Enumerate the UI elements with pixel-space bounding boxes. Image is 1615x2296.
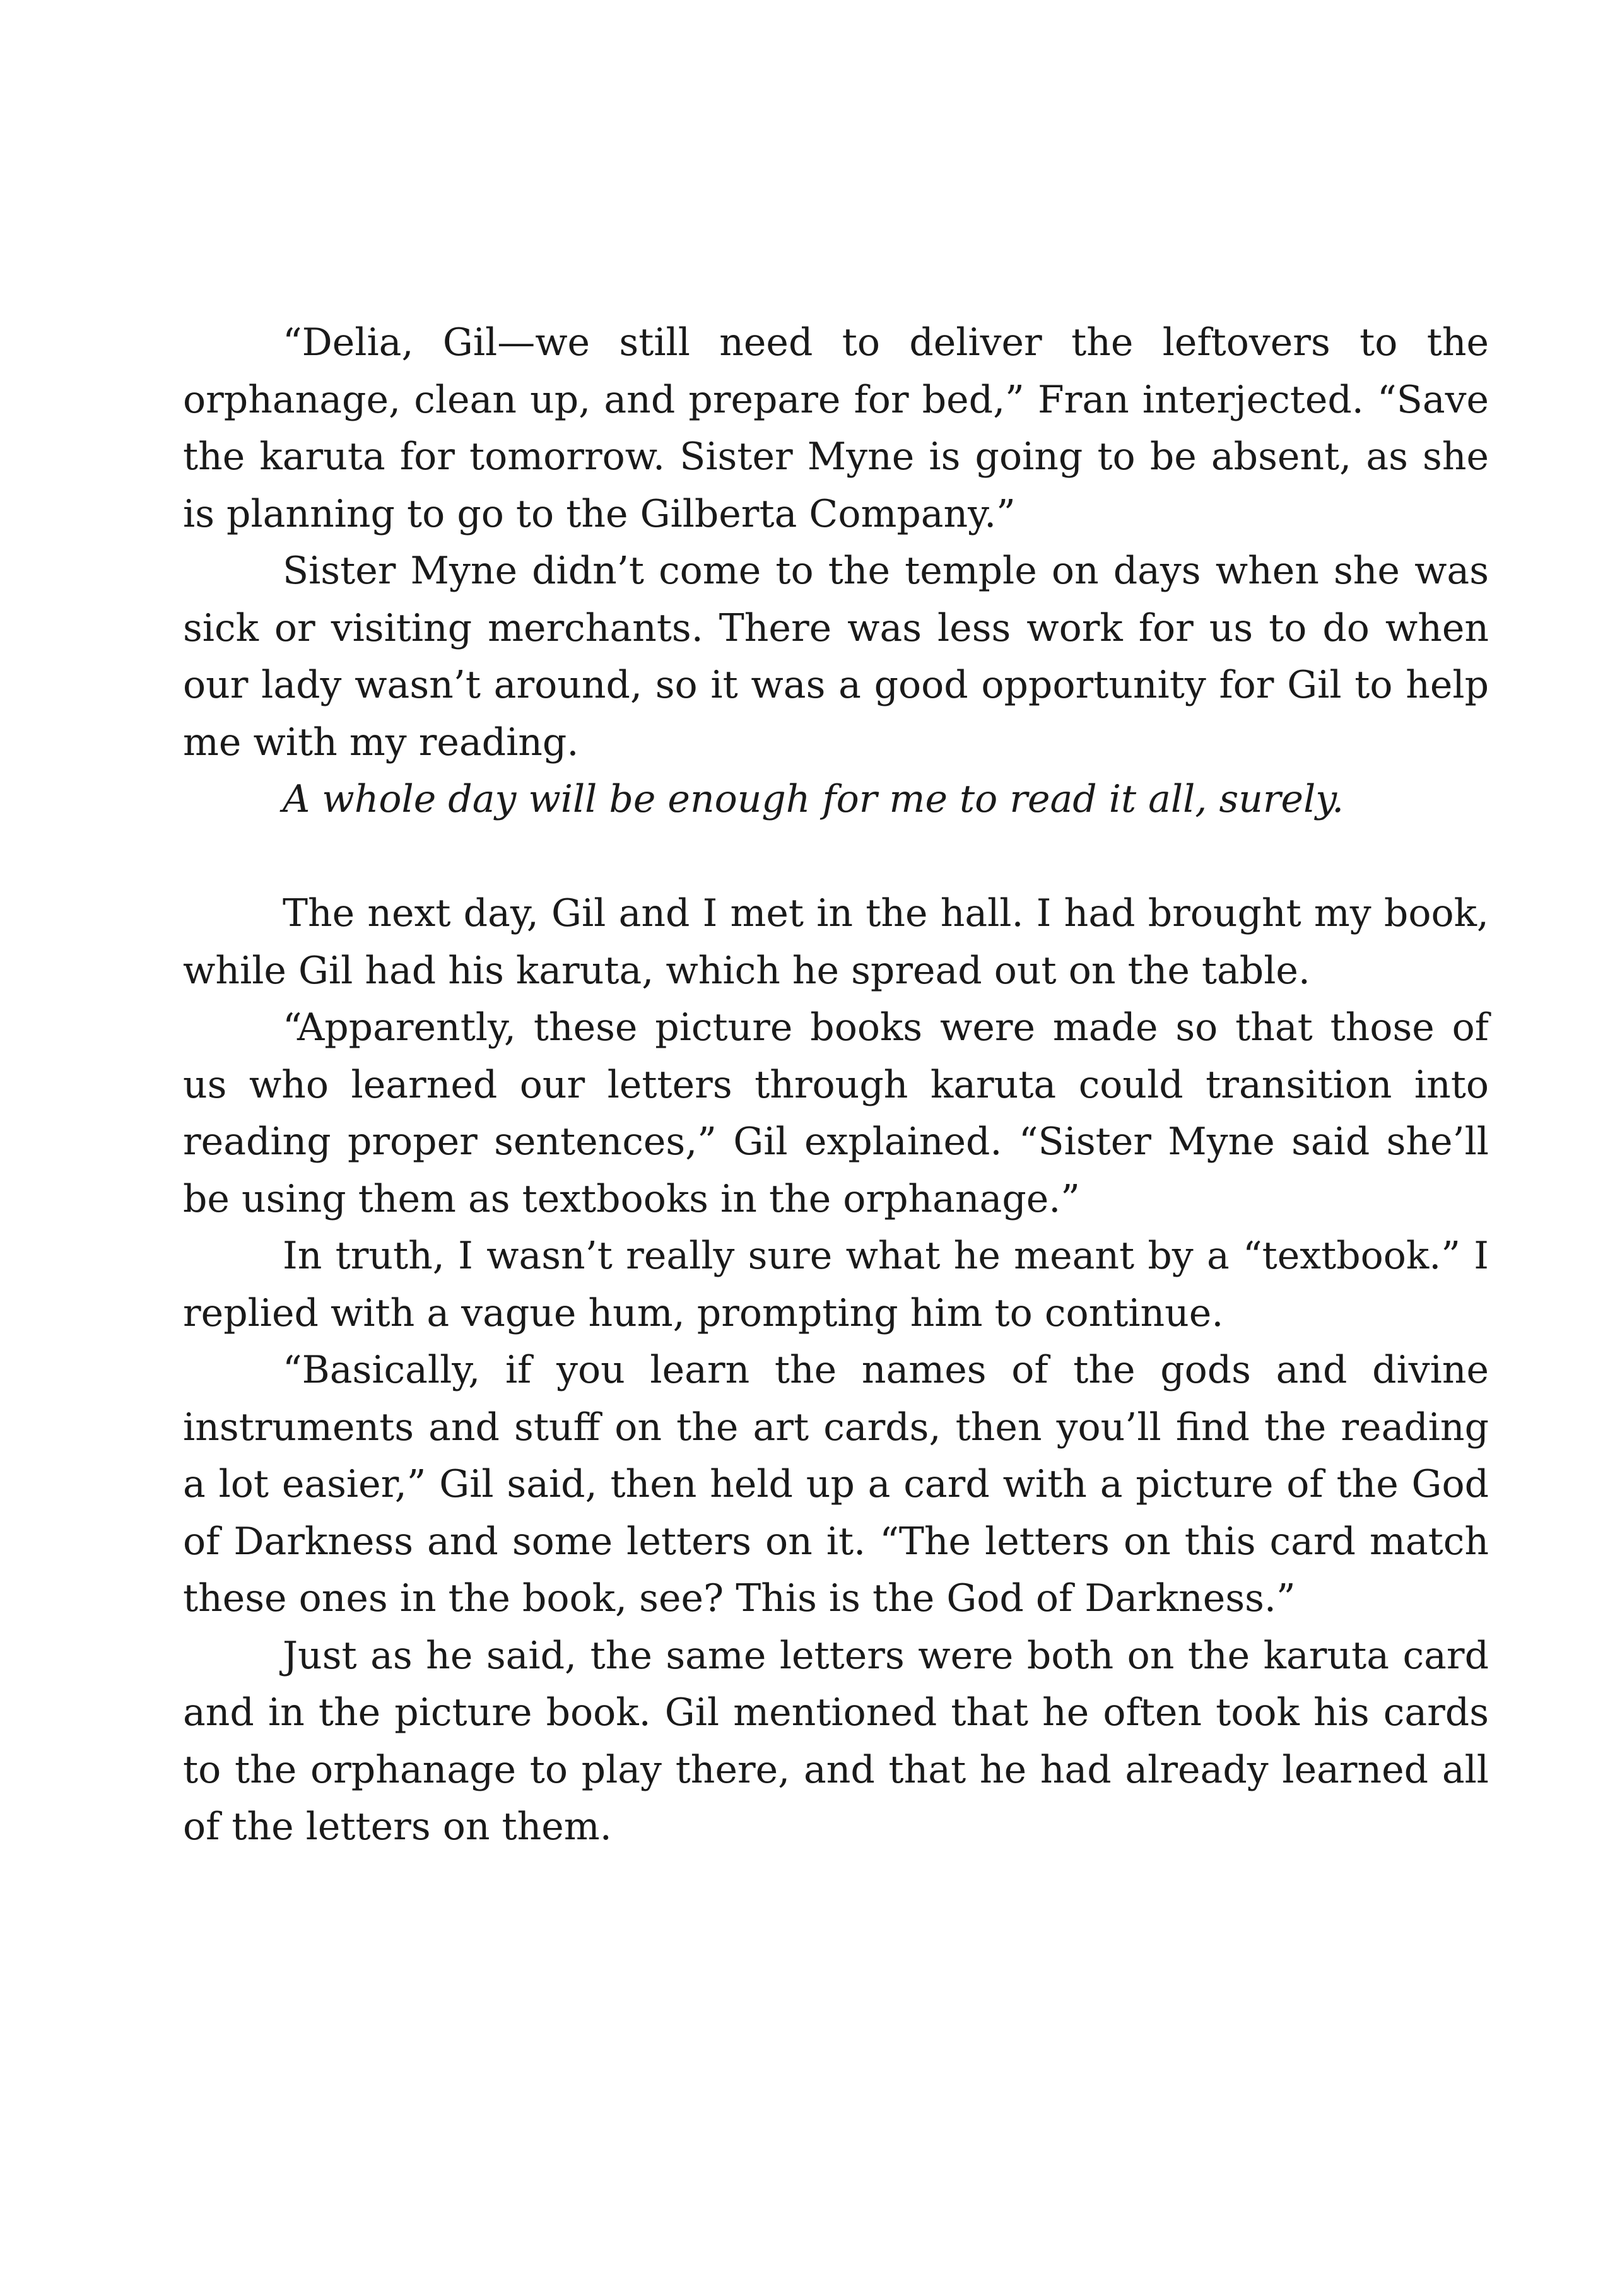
paragraph-gil-explains: “Apparently, these picture books were made so that those of us who learned our letters through karuta could transition into reading proper sentences,” Gil explained. “Sister Myne said she’ll be using them as textbooks in the orphanage.” xyxy=(183,1005,1489,1221)
paragraph-same-letters: Just as he said, the same letters were both on the karuta card and in the picture book. Gil mentioned that he often took his cards to the orphanage to play there, and that he had already learned all of the letters on them. xyxy=(183,1633,1489,1849)
paragraph-sister-myne-absent: Sister Myne didn’t come to the temple on days when she was sick or visiting merchants. There was less work for us to do when our lady wasn’t around, so it was a good opportunity for Gil to help me with my reading. xyxy=(183,549,1489,764)
paragraph-fran-interjects: “Delia, Gil—we still need to deliver the leftovers to the orphanage, clean up, and prepare for bed,” Fran interjected. “Save the karuta for tomorrow. Sister Myne is going to be absent, as she is planning to go to the Gilberta Company.” xyxy=(183,320,1489,536)
scene-break xyxy=(183,828,1489,886)
paragraph-basically: “Basically, if you learn the names of the gods and divine instruments and stuff on the art cards, then you’ll find the reading a lot easier,” Gil said, then held up a card with a picture of the God of Darkness and some letters on it. “The letters on this card match these ones in the book, see? This is the God of Darkness.” xyxy=(183,1348,1489,1620)
paragraph-inner-thought: A whole day will be enough for me to read it all, surely. xyxy=(283,777,1344,821)
paragraph-textbook: In truth, I wasn’t really sure what he meant by a “textbook.” I replied with a vague hum, prompting him to continue. xyxy=(183,1234,1489,1335)
body-text xyxy=(183,314,1489,1856)
paragraph-next-day: The next day, Gil and I met in the hall. I had brought my book, while Gil had his karuta, which he spread out on the table. xyxy=(183,891,1489,993)
